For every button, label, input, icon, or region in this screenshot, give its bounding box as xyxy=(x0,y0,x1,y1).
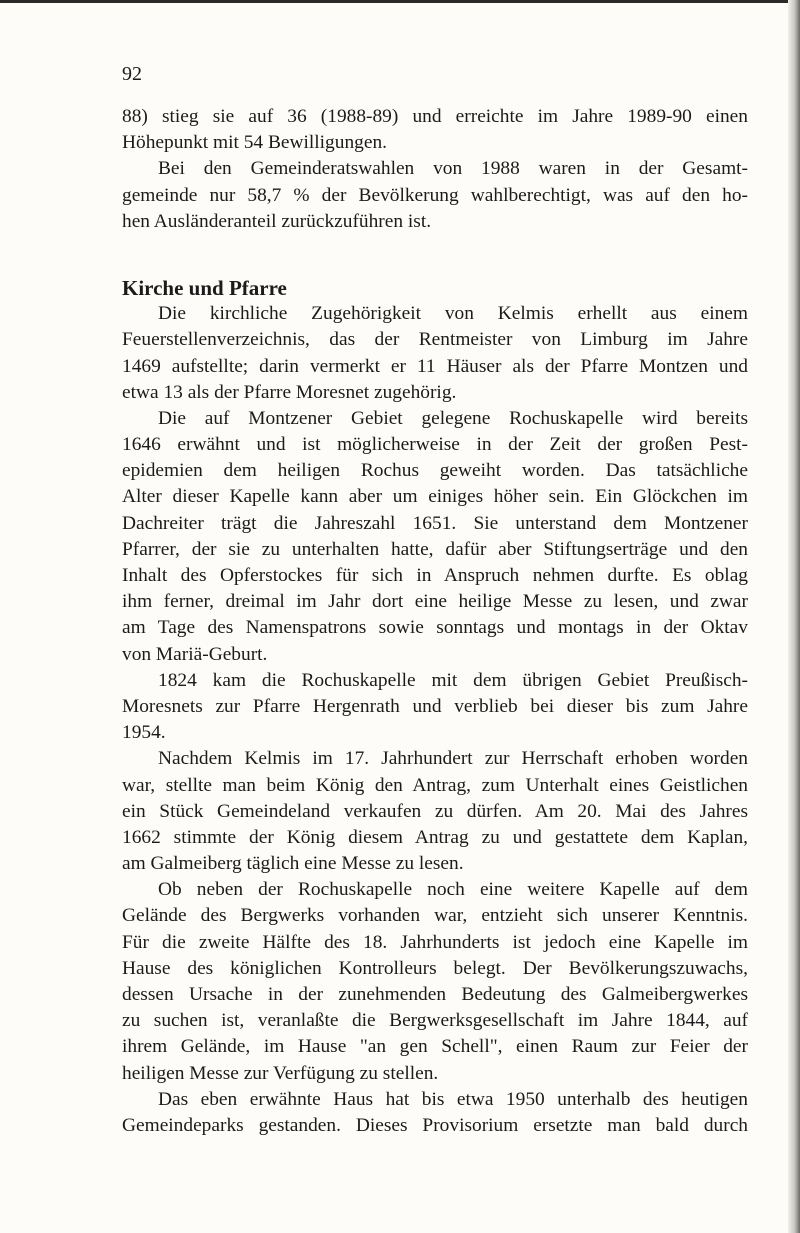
text-line: Bei den Gemeinderatswahlen von 1988 waren in der Gesamt- xyxy=(158,158,748,180)
text-line: 1469 aufstellte; darin vermerkt er 11 Häuser als der Pfarre Montzen und xyxy=(122,355,748,377)
paragraph xyxy=(122,104,748,156)
text-line: heiligen Messe zur Verfügung zu stellen. xyxy=(122,1062,439,1084)
text-line: 1662 stimmte der König diesem Antrag zu und gestattete dem Kaplan, xyxy=(122,826,748,848)
text-line: am Tage des Namenspatrons sowie sonntags und montags in der Oktav xyxy=(122,617,748,639)
body-text xyxy=(122,104,748,1139)
text-line: Dachreiter trägt die Jahreszahl 1651. Sie unterstand dem Montzener xyxy=(122,512,748,534)
text-line: Ob neben der Rochuskapelle noch eine weitere Kapelle auf dem xyxy=(158,879,748,901)
text-line: hen Ausländeranteil zurückzuführen ist. xyxy=(122,210,432,232)
section-heading: Kirche und Pfarre xyxy=(122,275,287,300)
text-line: epidemien dem heiligen Rochus geweiht worden. Das tatsächliche xyxy=(122,460,748,482)
text-line: Gelände des Bergwerks vorhanden war, entzieht sich unserer Kenntnis. xyxy=(122,905,748,927)
page-number: 92 xyxy=(122,63,142,85)
paragraph xyxy=(122,746,748,877)
text-line: ein Stück Gemeindeland verkaufen zu dürfen. Am 20. Mai des Jahres xyxy=(122,800,748,822)
paragraph xyxy=(122,1087,748,1139)
page-right-edge-shadow xyxy=(788,0,800,1233)
text-line: Nachdem Kelmis im 17. Jahrhundert zur Herrschaft erhoben worden xyxy=(158,748,748,770)
text-line: ihm ferner, dreimal im Jahr dort eine heilige Messe zu lesen, und zwar xyxy=(122,591,748,613)
text-line: Moresnets zur Pfarre Hergenrath und verblieb bei dieser bis zum Jahre xyxy=(122,695,748,717)
text-line: 1824 kam die Rochuskapelle mit dem übrigen Gebiet Preußisch- xyxy=(158,669,748,691)
text-line: etwa 13 als der Pfarre Moresnet zugehörig. xyxy=(122,381,457,403)
text-line: Höhepunkt mit 54 Bewilligungen. xyxy=(122,132,387,154)
text-line: Hause des königlichen Kontrolleurs belegt. Der Bevölkerungszuwachs, xyxy=(122,957,748,979)
text-line: Pfarrer, der sie zu unterhalten hatte, dafür aber Stiftungserträge und den xyxy=(122,538,748,560)
text-line: 88) stieg sie auf 36 (1988-89) und erreichte im Jahre 1989-90 einen xyxy=(122,106,748,127)
text-line: gemeinde nur 58,7 % der Bevölkerung wahlberechtigt, was auf den ho- xyxy=(122,184,748,206)
text-line: dessen Ursache in der zunehmenden Bedeutung des Galmeibergwerkes xyxy=(122,984,748,1005)
text-line: Das eben erwähnte Haus hat bis etwa 1950 unterhalb des heutigen xyxy=(158,1088,748,1110)
text-line: Inhalt des Opferstockes für sich in Anspruch nehmen durfte. Es oblag xyxy=(122,565,748,586)
text-line: 1646 erwähnt und ist möglicherweise in der Zeit der großen Pest- xyxy=(122,434,748,456)
text-line: ihrem Gelände, im Hause "an gen Schell", einen Raum zur Feier der xyxy=(122,1036,748,1058)
paragraph xyxy=(122,156,748,235)
text-line: Für die zweite Hälfte des 18. Jahrhunderts ist jedoch eine Kapelle im xyxy=(122,931,748,953)
section-paragraphs xyxy=(122,301,748,1139)
text-line: Die kirchliche Zugehörigkeit von Kelmis erhellt aus einem xyxy=(158,303,748,325)
text-line: von Mariä-Geburt. xyxy=(122,643,268,665)
text-line: 1954. xyxy=(122,722,166,744)
text-line: am Galmeiberg täglich eine Messe zu lesen. xyxy=(122,853,464,875)
text-line: war, stellte man beim König den Antrag, zum Unterhalt eines Geistlichen xyxy=(122,774,748,796)
section-spacer xyxy=(122,235,748,273)
text-line: Gemeindeparks gestanden. Dieses Provisorium ersetzte man bald durch xyxy=(122,1114,748,1136)
paragraph xyxy=(122,406,748,668)
paragraph xyxy=(122,301,748,406)
paragraph xyxy=(122,668,748,747)
text-line: Alter dieser Kapelle kann aber um einiges höher sein. Ein Glöckchen im xyxy=(122,486,748,508)
intro-paragraphs xyxy=(122,104,748,235)
page-top-edge xyxy=(0,0,800,3)
paragraph xyxy=(122,877,748,1087)
text-line: zu suchen ist, veranlaßte die Bergwerksgesellschaft im Jahre 1844, auf xyxy=(122,1010,748,1032)
text-line: Die auf Montzener Gebiet gelegene Rochuskapelle wird bereits xyxy=(158,407,748,429)
text-line: Feuerstellenverzeichnis, das der Rentmeister von Limburg im Jahre xyxy=(122,329,748,351)
